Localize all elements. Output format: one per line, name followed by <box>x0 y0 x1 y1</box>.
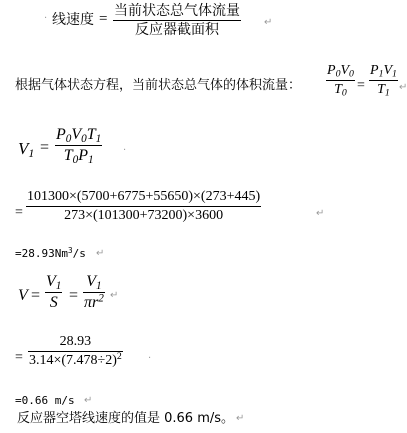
numeric-velocity-numerator: 28.93 <box>59 334 92 349</box>
paragraph-return-mark: ↵ <box>316 208 325 219</box>
paragraph-dot-mark: · <box>44 13 48 24</box>
equals-sign: = <box>15 350 23 365</box>
var-p: P <box>370 63 379 78</box>
denominator-reactor-area: 反应器截面积 <box>135 22 219 38</box>
fraction-v1-over-s: $V_1$ S <box>46 273 62 311</box>
fraction-flow-over-area <box>113 4 241 37</box>
equals-sign: = <box>69 287 79 304</box>
var-v: V <box>340 63 350 78</box>
paragraph-return-mark: ↵ <box>399 82 407 93</box>
equals-sign: = <box>15 205 23 220</box>
fraction-bar <box>28 351 123 352</box>
velocity-result: =0.66 m/s <box>15 394 75 407</box>
fraction-bar <box>55 145 102 146</box>
numerator-total-gas-flow: 当前状态总气体流量 <box>114 3 240 19</box>
conclusion-text: 反应器空塔线速度的值是 0.66 m/s。 <box>17 411 235 426</box>
numeric-velocity-denominator: 3.14×(7.478÷2) <box>29 353 117 368</box>
var-t: T <box>377 82 385 97</box>
fraction-bar <box>26 206 261 207</box>
paragraph-return-mark: · <box>123 145 127 156</box>
var-t: T <box>334 82 342 97</box>
volume-flow-result: $=28.93Nm^3/s$ <box>15 246 86 260</box>
fraction-bar <box>113 20 241 21</box>
fraction-v1-over-pi-r2: $V_1$ $\pi r^2$ <box>84 273 104 311</box>
fraction-v1: $P_0V_0T_1$ $T_0P_1$ <box>56 126 102 166</box>
paragraph-return-mark: ↵ <box>96 248 105 259</box>
equals-sign: = <box>31 287 41 304</box>
var-v: V <box>383 63 393 78</box>
substitution-denominator: 273×(101300+73200)×3600 <box>64 208 224 223</box>
gas-state-sentence: 根据气体状态方程，当前状态总气体的体积流量： <box>15 78 302 93</box>
substitution-numerator: 101300×(5700+6775+55650)×(273+445) <box>27 189 261 204</box>
equals-sign: = <box>40 139 50 156</box>
fraction-bar <box>45 292 62 293</box>
var-p: P <box>327 63 336 78</box>
linear-velocity-label: 线速度 <box>52 12 94 28</box>
fraction-substitution <box>26 190 261 223</box>
paragraph-return-mark: · <box>148 353 152 364</box>
fraction-bar <box>369 80 398 81</box>
paragraph-return-mark: ↵ <box>264 17 273 28</box>
equals-sign: = <box>357 78 365 93</box>
paragraph-return-mark: ↵ <box>110 290 119 301</box>
fraction-bar <box>326 80 355 81</box>
fraction-p1v1-over-t1: $P_1V_1$ $T_1$ <box>370 63 397 99</box>
paragraph-return-mark: ↵ <box>236 413 245 424</box>
equals-sign: = <box>99 11 108 27</box>
var-v: V <box>18 287 28 304</box>
var-v1: $V_1$ <box>18 139 35 160</box>
paragraph-return-mark: ↵ <box>84 395 93 406</box>
fraction-numeric-velocity: 28.93 $3.14\times(7.478\div 2)^2$ <box>29 334 122 368</box>
fraction-p0v0-over-t0: $P_0V_0$ $T_0$ <box>327 63 354 99</box>
